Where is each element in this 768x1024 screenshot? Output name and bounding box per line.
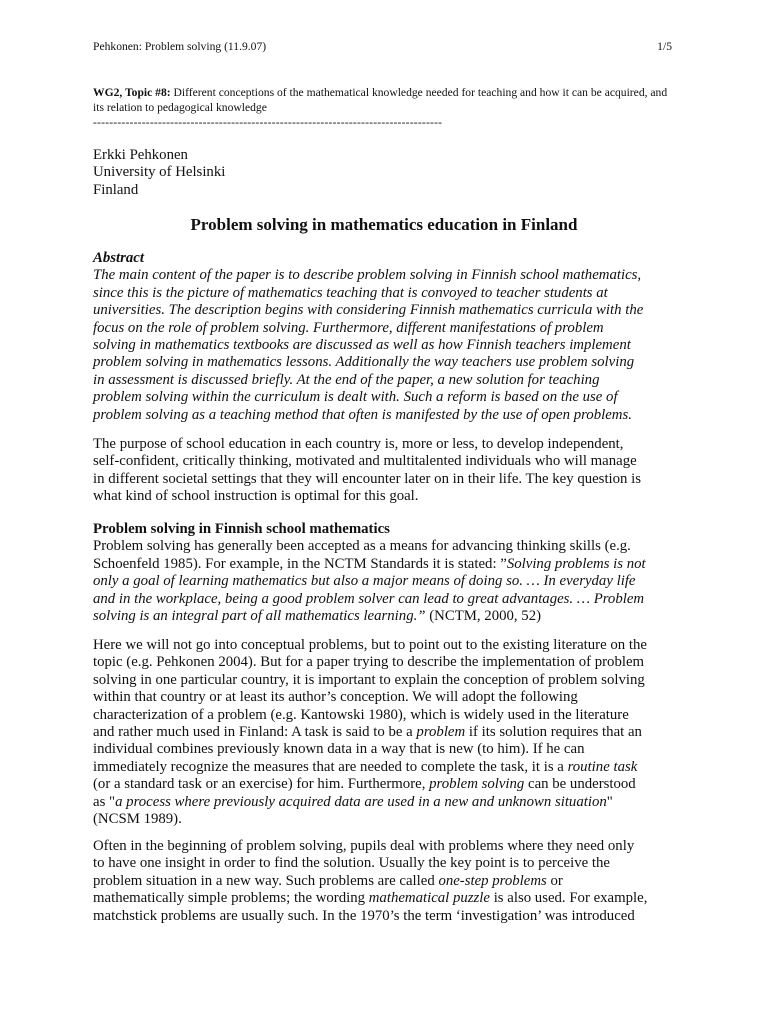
abstract-section [93,250,679,424]
quote-line: and in the workplace, being a good problem solver can lead to great advantages. … Problem [93,590,645,607]
paragraph-line: Here we will not go into conceptual problems, but to point out to the existing literature on the [93,637,647,653]
paragraph-line: Problem solving has generally been accepted as a means for advancing thinking skills (e.g. [93,538,631,555]
citation: (NCTM, 2000, 52) [425,608,542,625]
abstract-line: problem solving in mathematics lessons. Additionally the way teachers use problem solving [93,354,635,371]
abstract-line: problem solving as a teaching method that often is manifested by the use of open problems. [93,406,632,423]
line-text: (or a standard task or an exercise) for him. Furthermore, [93,776,430,793]
separator-line: -------------------------------------------------------------------------------------- [93,116,443,129]
emphasis-term: problem solving [429,776,525,793]
paragraph-line: self-confident, critically thinking, motivated and multitalented individuals who will manage [93,453,637,470]
quote-text: Solving problems is not [506,555,646,572]
abstract-line: The main content of the paper is to describe problem solving in Finnish school mathematics, [93,267,642,284]
problem-solving-section [93,521,679,625]
paragraph-line [93,776,679,793]
paragraph-line: characterization of a problem (e.g. Kantowski 1980), which is widely used in the literature [93,706,629,723]
definition-paragraph [93,637,679,828]
author-country: Finland [93,181,139,198]
paragraph-line [93,759,679,776]
intro-paragraph [93,436,679,506]
line-text: problem situation in a new way. Such problems are called [93,872,439,889]
paragraph-line [93,556,679,573]
paragraph-line: solving in one particular country, it is important to explain the conception of problem solving [93,671,645,688]
paper-title: Problem solving in mathematics education in Finland [190,215,578,234]
line-text: Schoenfeld 1985). For example, in the NCTM Standards it is stated: ” [93,555,507,572]
paragraph-line: The purpose of school education in each country is, more or less, to develop independent, [93,436,624,452]
emphasis-term: problem [416,724,466,741]
author-affiliation: University of Helsinki [93,164,226,181]
paragraph-line [93,794,679,811]
emphasis-term: routine task [567,758,638,775]
line-text: is also used. For example, [490,890,648,907]
section-heading: Problem solving in Finnish school mathematics [93,521,390,537]
paragraph-line: to have one insight in order to find the solution. Usually the key point is to perceive the [93,855,610,872]
emphasis-term: one-step problems [438,872,547,889]
page-number: 1/5 [657,40,672,53]
abstract-line: in assessment is discussed briefly. At the end of the paper, a new solution for teaching [93,371,600,388]
topic-label: WG2, Topic #8: [93,86,171,99]
paragraph-line: within that country or at least its author’s conception. We will adopt the following [93,689,578,706]
abstract-line: focus on the role of problem solving. Furthermore, different manifestations of problem [93,319,604,336]
abstract-line: problem solving within the curriculum is dealt with. Such a reform is based on the use of [93,389,618,406]
abstract-heading: Abstract [93,250,144,266]
line-text: " [606,793,613,810]
one-step-paragraph [93,838,679,925]
author-name: Erkki Pehkonen [93,147,188,163]
line-text: can be understood [524,776,636,793]
paragraph-line: Often in the beginning of problem solving, pupils deal with problems where they need only [93,838,635,854]
abstract-line: universities. The description begins with considering Finnish mathematics curricula with the [93,302,644,319]
topic-statement [93,86,678,115]
abstract-line: solving in mathematics textbooks are discussed as well as how Finnish teachers implement [93,337,631,354]
line-text: or [546,872,563,889]
topic-text: Different conceptions of the mathematical knowledge needed for teaching and how it can be acquired, and its relation to pedagogical knowledge [93,86,668,114]
paragraph-line [93,873,679,890]
paragraph-line [93,890,679,907]
author-block [93,147,225,199]
line-text: and rather much used in Finland: A task is said to be a [93,724,417,741]
running-header: Pehkonen: Problem solving (11.9.07) [93,40,267,53]
paragraph-line: in different societal settings that they will encounter later on in their life. The key question is [93,470,642,487]
paragraph-line: (NCSM 1989). [93,811,182,828]
paragraph-line [93,724,679,741]
quote-line: only a goal of learning mathematics but also a major means of doing so. … In everyday life [93,573,636,590]
paragraph-line: topic (e.g. Pehkonen 2004). But for a paper trying to describe the implementation of problem [93,654,645,671]
quote-text: a process where previously acquired data are used in a new and unknown situation [115,793,607,810]
paragraph-line [93,608,679,625]
line-text: immediately recognize the measures that are needed to complete the task, it is a [93,758,568,775]
line-text: if its solution requires that an [465,724,642,741]
paragraph-line: individual combines previously known data in a way that is new (to him). If he can [93,741,585,758]
emphasis-term: mathematical puzzle [368,890,490,907]
line-text: as " [93,793,116,810]
paragraph-line: what kind of school instruction is optimal for this goal. [93,488,419,505]
quote-text: solving is an integral part of all mathematics learning.” [93,608,426,625]
line-text: mathematically simple problems; the wording [93,890,369,907]
paragraph-line: matchstick problems are usually such. In the 1970’s the term ‘investigation’ was introduced [93,907,635,924]
abstract-line: since this is the picture of mathematics teaching that is convoyed to teacher students at [93,284,608,301]
